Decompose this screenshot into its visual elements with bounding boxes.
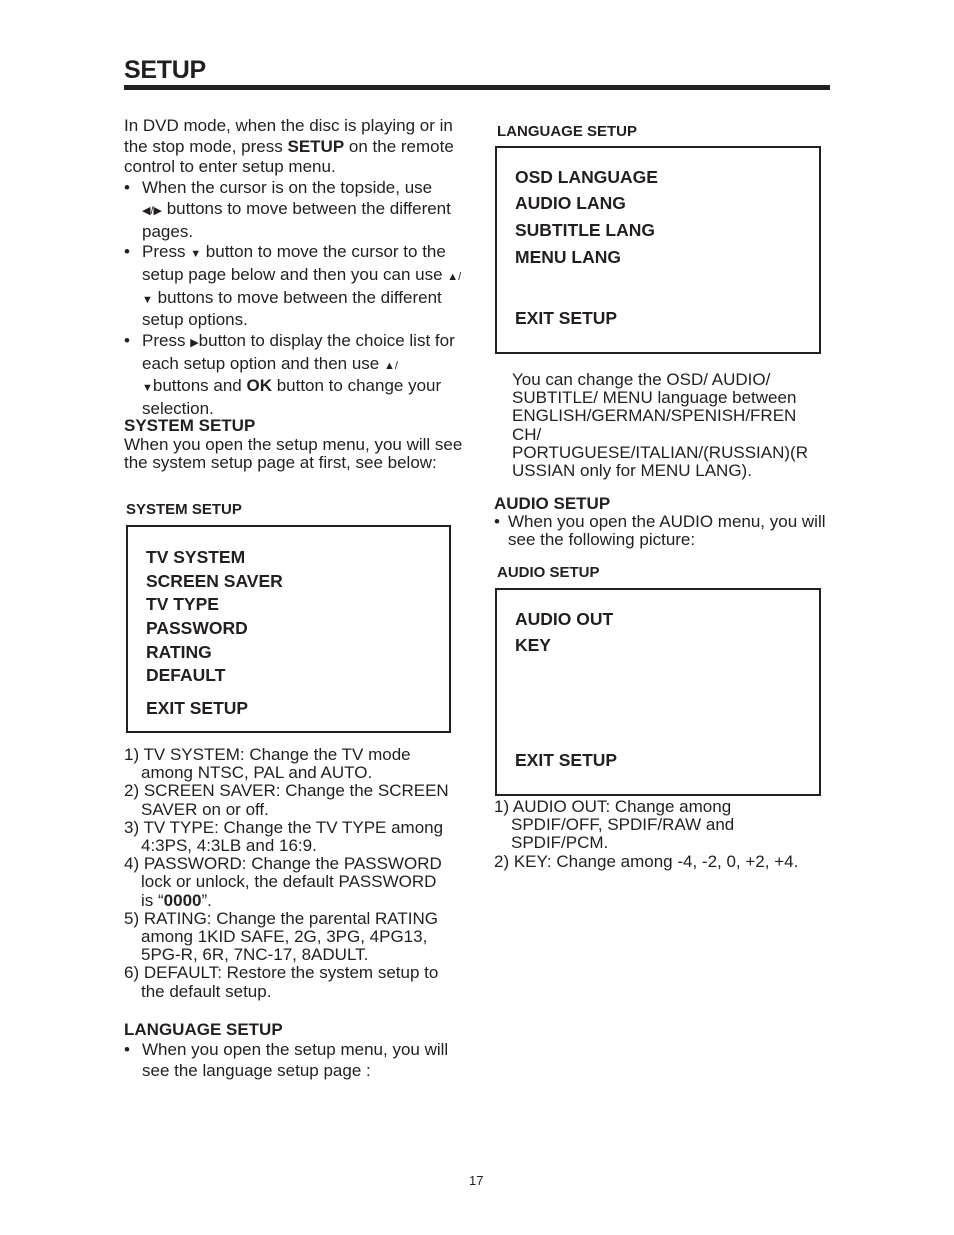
language-note-line: USSIAN only for MENU LANG). — [512, 461, 752, 481]
intro-text-b: on the remote control to enter setup menu. — [124, 136, 454, 177]
intro-setup-bold: SETUP — [287, 136, 345, 156]
system-box-label: SYSTEM SETUP — [126, 501, 242, 518]
audio-note1-first: 1) AUDIO OUT: Change among — [494, 797, 732, 816]
language-setup-heading: LANGUAGE SETUP — [124, 1020, 283, 1039]
note1-rest: among NTSC, PAL and AUTO. — [141, 763, 373, 783]
menu-item-audio-out: AUDIO OUT — [515, 609, 614, 629]
up-down-arrows-icon: ▲/▼ — [142, 359, 398, 395]
language-note-line: PORTUGUESE/ITALIAN/(RUSSIAN)(R — [512, 442, 808, 462]
page-number: 17 — [469, 1173, 484, 1188]
audio-notes — [494, 798, 839, 871]
audio-setup-heading: AUDIO SETUP — [494, 494, 611, 513]
system-setup-text: When you open the setup menu, you will see the system setup page at first, see below: — [124, 435, 463, 473]
audio-note2: 2) KEY: Change among -4, -2, 0, +2, +4. — [494, 851, 799, 871]
menu-item-password: PASSWORD — [146, 618, 248, 638]
language-box-label: LANGUAGE SETUP — [497, 123, 638, 140]
note5-rest: among 1KID SAFE, 2G, 3PG, 4PG13, — [141, 927, 428, 947]
note4-tail-b: ”. — [201, 890, 212, 910]
menu-item-tv-type: TV TYPE — [146, 594, 219, 614]
menu-item-exit-setup: EXIT SETUP — [515, 308, 618, 328]
title-rule — [124, 85, 830, 90]
menu-item-menu-lang: MENU LANG — [515, 247, 621, 267]
note2-first: 2) SCREEN SAVER: Change the SCREEN — [124, 781, 449, 801]
intro-block — [124, 116, 464, 420]
note6-first: 6) DEFAULT: Restore the system setup to — [124, 963, 439, 983]
up-down-arrows-icon: ▲/▼ — [142, 270, 462, 306]
ok-bold: OK — [246, 376, 272, 396]
menu-item-default: DEFAULT — [146, 665, 226, 685]
menu-item-exit-setup: EXIT SETUP — [515, 750, 618, 770]
note5-tail: 5PG-R, 6R, 7NC-17, 8ADULT. — [141, 945, 369, 965]
audio-note1-rest: SPDIF/PCM. — [511, 833, 609, 853]
menu-item-audio-lang: AUDIO LANG — [515, 193, 626, 213]
bullet3-c: buttons and — [152, 376, 247, 396]
audio-box-label: AUDIO SETUP — [497, 564, 600, 581]
language-note-line: You can change the OSD/ AUDIO/ — [512, 370, 771, 389]
menu-item-rating: RATING — [146, 642, 212, 662]
system-notes — [124, 746, 469, 1001]
language-note-line: CH/ — [512, 424, 542, 444]
bullet-choice — [124, 331, 464, 420]
down-arrow-icon: ▼ — [190, 248, 202, 261]
audio-bullet: • When you open the AUDIO menu, you will see the following picture: — [494, 513, 834, 549]
note6-rest: the default setup. — [141, 981, 272, 1001]
left-right-arrows-icon: ◀/▶ — [142, 204, 162, 217]
menu-item-key: KEY — [515, 635, 551, 655]
note3-first: 3) TV TYPE: Change the TV TYPE among — [124, 817, 444, 837]
note1-first: 1) TV SYSTEM: Change the TV mode — [124, 745, 411, 764]
note5-first: 5) RATING: Change the parental RATING — [124, 908, 438, 928]
note4-tail-a: is “ — [141, 890, 164, 910]
bullet3-d: button to change your selection. — [142, 376, 442, 419]
language-setup-block — [124, 1040, 459, 1081]
note4-tail — [124, 892, 469, 910]
audio-note1-rest: SPDIF/OFF, SPDIF/RAW and — [511, 815, 735, 835]
bullet2-c: buttons to move between the different setup options. — [142, 287, 442, 330]
menu-item-screen-saver: SCREEN SAVER — [146, 571, 283, 591]
menu-item-tv-system: TV SYSTEM — [146, 547, 246, 567]
system-setup-heading: SYSTEM SETUP — [124, 416, 256, 435]
note-tv-system — [124, 746, 469, 764]
note4-rest: lock or unlock, the default PASSWORD — [141, 872, 437, 892]
note3-rest: 4:3PS, 4:3LB and 16:9. — [141, 836, 317, 856]
page-title: SETUP — [124, 56, 206, 84]
system-setup-menu — [126, 525, 451, 733]
audio-setup-block — [494, 513, 834, 549]
language-note-line: ENGLISH/GERMAN/SPENISH/FREN — [512, 406, 797, 426]
bullet3-b: button to display the choice list for each setup option and then use — [142, 331, 455, 373]
right-arrow-icon: ▶ — [190, 337, 199, 350]
bullet2-a: Press — [142, 242, 191, 262]
intro-text-a: In DVD mode, when the disc is playing or in the stop mode, press — [124, 116, 453, 156]
menu-item-exit-setup: EXIT SETUP — [146, 698, 249, 718]
language-setup-menu — [495, 146, 821, 354]
bullet1-text: buttons to move between the different pages. — [142, 198, 451, 241]
audio-setup-menu — [495, 588, 821, 796]
bullet-cursor — [124, 242, 464, 331]
language-note-line: SUBTITLE/ MENU language between — [512, 388, 797, 408]
language-bullet: • When you open the setup menu, you will see the language setup page : — [124, 1040, 459, 1081]
bullet2-b: button to move the cursor to the setup page below and then you can use — [142, 242, 448, 284]
default-password-bold: 0000 — [163, 890, 202, 910]
language-note — [512, 371, 832, 480]
bullet1-lead: When the cursor is on the topside, use — [142, 178, 433, 198]
intro-paragraph — [124, 116, 464, 178]
bullet-topside — [124, 178, 464, 242]
bullet3-a: Press — [142, 331, 191, 351]
note2-rest: SAVER on or off. — [141, 799, 269, 819]
menu-item-subtitle-lang: SUBTITLE LANG — [515, 220, 655, 240]
menu-item-osd-language: OSD LANGUAGE — [515, 167, 658, 187]
note4-first: 4) PASSWORD: Change the PASSWORD — [124, 854, 442, 874]
